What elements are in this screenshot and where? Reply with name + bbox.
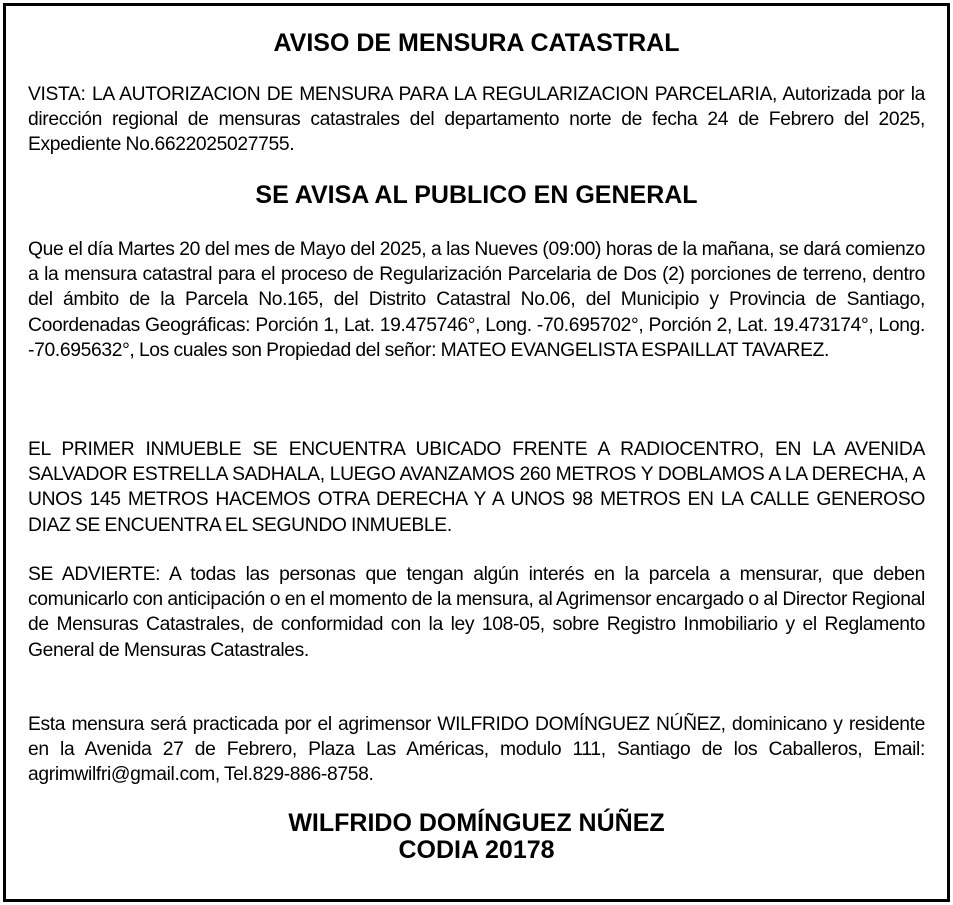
surveyor-paragraph: Esta mensura será practicada por el agrimensor WILFRIDO DOMÍNGUEZ NÚÑEZ, dominicano y residente en la Avenida 27 de Febrero, Plaza Las Américas, modulo 111, Santiago de los Caballeros, Email: agrimwilfri@gmail.com, Tel.829-886-8758.: [28, 714, 925, 786]
signature-name: WILFRIDO DOMÍNGUEZ NÚÑEZ: [288, 809, 665, 837]
schedule-paragraph: Que el día Martes 20 del mes de Mayo del 2025, a las Nueves (09:00) horas de la mañana, se dará comienzo a la mensura catastral para el proceso de Regularización Parcelaria de Dos (2) porciones de terreno, dentro del ámbito de la Parcela No.165, del Distrito Catastral No.06, del Municipio y Provincia de Santiago, Coordenadas Geográficas: Porción 1, Lat. 19.475746°, Long. -70.695702°, Porción 2, Lat. 19.473174°, Long. -70.695632°, Los cuales son Propiedad del señor: MATEO EVANGELISTA ESPAILLAT TAVAREZ.: [28, 239, 925, 361]
notice-title: AVISO DE MENSURA CATASTRAL: [273, 29, 680, 57]
section-title: SE AVISA AL PUBLICO EN GENERAL: [255, 181, 698, 209]
warning-paragraph: SE ADVIERTE: A todas las personas que tengan algún interés en la parcela a mensurar, que deben comunicarlo con anticipación o en el momento de la mensura, al Agrimensor encargado o al Director Regional de Mensuras Catastrales, de conformidad con la ley 108-05, sobre Registro Inmobiliario y el Reglamento General de Mensuras Catastrales.: [28, 564, 925, 661]
signature-codia: CODIA 20178: [398, 836, 555, 864]
vista-paragraph: VISTA: LA AUTORIZACION DE MENSURA PARA LA REGULARIZACION PARCELARIA, Autorizada por la dirección regional de mensuras catastrales del departamento norte de fecha 24 de Febrero del 2025, Expediente No.6622025027755.: [28, 84, 925, 156]
location-paragraph: EL PRIMER INMUEBLE SE ENCUENTRA UBICADO FRENTE A RADIOCENTRO, EN LA AVENIDA SALVADOR ESTRELLA SADHALA, LUEGO AVANZAMOS 260 METROS Y DOBLAMOS A LA DERECHA, A UNOS 145 METROS HACEMOS OTRA DERECHA Y A UNOS 98 METROS EN LA CALLE GENEROSO DIAZ SE ENCUENTRA EL SEGUNDO INMUEBLE.: [28, 439, 925, 536]
notice-frame: [3, 3, 950, 902]
